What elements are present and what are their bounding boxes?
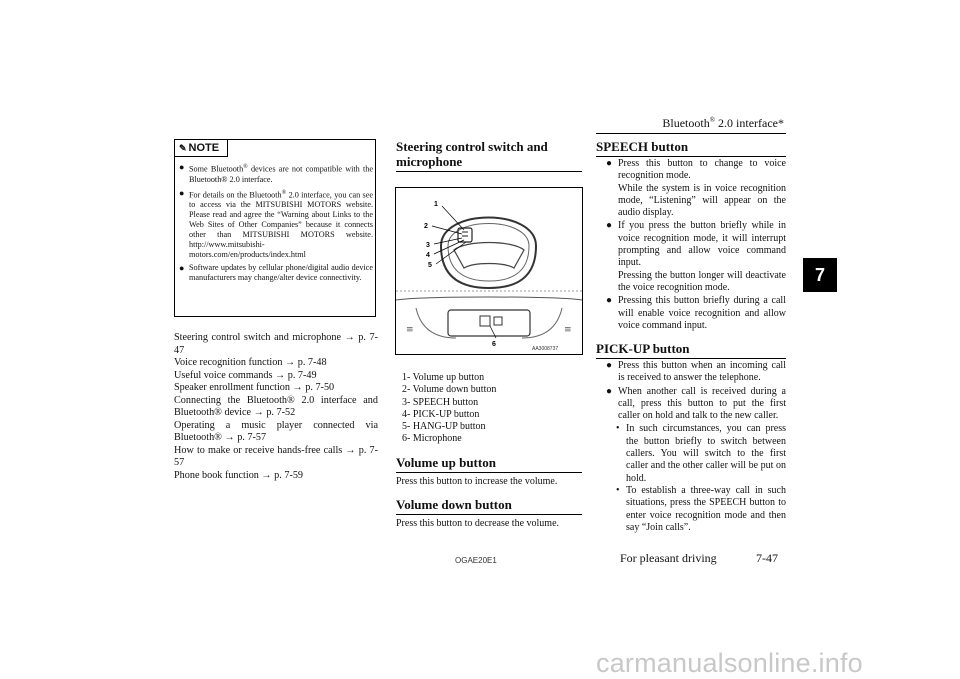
list-text: Pressing this button briefly during a call will enable voice recognition and allow voice command input. bbox=[618, 295, 786, 331]
bullet-icon: ● bbox=[179, 263, 185, 274]
switch-cluster bbox=[458, 228, 472, 242]
note-text: Software updates by cellular phone/digital audio device manufacturers may change/alter device connectivity. bbox=[189, 263, 373, 283]
cross-reference[interactable]: Operating a music player connected via Bluetooth® → p. 7-57 bbox=[174, 419, 378, 443]
note-text: Some Bluetooth bbox=[189, 164, 244, 174]
cross-reference-list bbox=[174, 332, 378, 482]
bullet-icon: ● bbox=[606, 220, 613, 232]
note-item bbox=[179, 162, 373, 185]
steering-wheel-illustration bbox=[396, 188, 582, 354]
steering-figure bbox=[395, 187, 583, 355]
console-edge bbox=[396, 297, 582, 300]
list-text: In such circumstances, you can press the button briefly to switch between callers. You will switch to the first caller and the other caller will be put on hold. bbox=[626, 423, 786, 484]
note-text: 2.0 interface, you can see to access via the MITSUBISHI MOTORS website. Please read and agree the “Warning about Links to the Web Sites of Other Companies” because it connects other than MITSUBISHI MOTORS website. http://www.mitsubishi-motors.com/en/products/index.html bbox=[189, 190, 374, 260]
bullet-icon: ● bbox=[606, 360, 613, 371]
volume-up-text: Press this button to increase the volume. bbox=[396, 476, 558, 487]
note-label-text: NOTE bbox=[188, 142, 220, 154]
legend-item: 2- Volume down button bbox=[402, 384, 497, 396]
legend-item: 1- Volume up button bbox=[402, 372, 485, 383]
page-number: 7-47 bbox=[756, 551, 778, 565]
callout-5: 5 bbox=[428, 262, 432, 269]
cross-reference[interactable]: Phone book function → p. 7-59 bbox=[174, 469, 304, 481]
speech-list bbox=[606, 158, 786, 333]
cross-reference[interactable]: Connecting the Bluetooth® 2.0 interface and Bluetooth® device → p. 7-52 bbox=[174, 394, 378, 418]
note-label bbox=[175, 140, 228, 157]
cross-reference[interactable]: Voice recognition function → p. 7-48 bbox=[174, 357, 327, 368]
wheel-hub bbox=[454, 243, 524, 269]
chapter-tab: 7 bbox=[803, 258, 837, 292]
note-text: devices are not compatible with the Bluetooth® 2.0 interface. bbox=[189, 164, 373, 184]
console-curve bbox=[522, 308, 562, 338]
registered-mark: ® bbox=[243, 164, 248, 170]
note-list bbox=[179, 162, 373, 286]
list-item bbox=[606, 220, 786, 294]
list-text: To establish a three-way call in such situations, press the SPEECH button to enter voice recognition mode and then say “Join calls”. bbox=[626, 484, 786, 533]
section-heading-volume-down: Volume down button bbox=[396, 497, 582, 515]
running-head bbox=[600, 116, 784, 131]
document-code: OGAE20E1 bbox=[455, 556, 497, 565]
running-head-text: Bluetooth bbox=[662, 116, 710, 130]
callout-2: 2 bbox=[424, 223, 428, 230]
cross-reference[interactable]: Speaker enrollment function → p. 7-50 bbox=[174, 382, 335, 393]
note-box bbox=[174, 139, 376, 317]
header-rule bbox=[596, 133, 786, 134]
list-text: Press this button to change to voice recognition mode. bbox=[618, 158, 786, 182]
sub-bullet-icon: • bbox=[616, 423, 620, 435]
bullet-icon: ● bbox=[179, 187, 185, 198]
figure-legend bbox=[396, 372, 582, 446]
watermark: carmanualsonline.info bbox=[596, 648, 863, 678]
running-head-suffix: 2.0 interface* bbox=[715, 116, 784, 130]
bullet-icon: ● bbox=[179, 162, 185, 172]
section-heading-steering: Steering control switch and microphone bbox=[396, 139, 582, 172]
console-curve bbox=[416, 308, 456, 338]
legend-item: 4- PICK-UP button bbox=[402, 408, 480, 420]
figure-code: AA3008737 bbox=[532, 346, 559, 352]
note-item bbox=[179, 188, 373, 261]
sub-list-item bbox=[606, 423, 786, 484]
bullet-icon: ● bbox=[606, 295, 613, 307]
callout-4: 4 bbox=[426, 252, 430, 259]
list-item bbox=[606, 360, 786, 385]
registered-mark: ® bbox=[281, 189, 287, 196]
cross-reference[interactable]: How to make or receive hands-free calls → p. 7-57 bbox=[174, 444, 378, 468]
bullet-icon: ● bbox=[606, 385, 613, 397]
note-item bbox=[179, 263, 373, 283]
microphone-icon bbox=[480, 316, 490, 326]
sub-list-item bbox=[606, 485, 786, 534]
list-text: When another call is received during a call, press this button to put the first caller on hold and talk to the new caller. bbox=[618, 385, 786, 422]
section-heading-speech: SPEECH button bbox=[596, 139, 786, 157]
note-text: For details on the Bluetooth bbox=[189, 190, 282, 200]
pickup-list bbox=[606, 360, 786, 534]
legend-item: 3- SPEECH button bbox=[402, 396, 479, 408]
legend-item: 6- Microphone bbox=[402, 433, 462, 445]
registered-mark: ® bbox=[709, 116, 716, 124]
overhead-console bbox=[448, 310, 530, 336]
callout-1: 1 bbox=[434, 201, 438, 208]
lamp-icon: ≡ bbox=[406, 325, 414, 335]
note-pencil-icon: ✎ bbox=[179, 143, 187, 153]
list-text: Pressing the button longer will deactivate the voice recognition mode. bbox=[618, 269, 786, 293]
list-text: While the system is in voice recognition mode, “Listening” will appear on the audio display. bbox=[618, 182, 786, 219]
legend-item: 5- HANG-UP button bbox=[402, 421, 486, 433]
sub-bullet-icon: • bbox=[616, 484, 620, 496]
list-text: If you press the button briefly while in voice recognition mode, it will interrupt prompting and allow voice command input. bbox=[618, 220, 786, 269]
cross-reference[interactable]: Useful voice commands → p. 7-49 bbox=[174, 369, 317, 381]
lamp-icon: ≡ bbox=[564, 325, 572, 335]
footer-section-title: For pleasant driving bbox=[620, 551, 717, 565]
bullet-icon: ● bbox=[606, 158, 613, 169]
callout-6: 6 bbox=[492, 341, 496, 348]
list-text: Press this button when an incoming call is received to answer the telephone. bbox=[618, 360, 786, 384]
section-heading-volume-up: Volume up button bbox=[396, 455, 582, 473]
list-item bbox=[606, 295, 786, 332]
section-heading-pickup: PICK-UP button bbox=[596, 341, 786, 359]
volume-down-text: Press this button to decrease the volume. bbox=[396, 518, 560, 529]
cross-reference[interactable]: Steering control switch and microphone → p. 7-47 bbox=[174, 332, 378, 356]
callout-3: 3 bbox=[426, 242, 430, 249]
wheel-rim-inner bbox=[448, 224, 529, 282]
console-switch bbox=[494, 317, 502, 325]
list-item bbox=[606, 158, 786, 219]
list-item bbox=[606, 386, 786, 423]
